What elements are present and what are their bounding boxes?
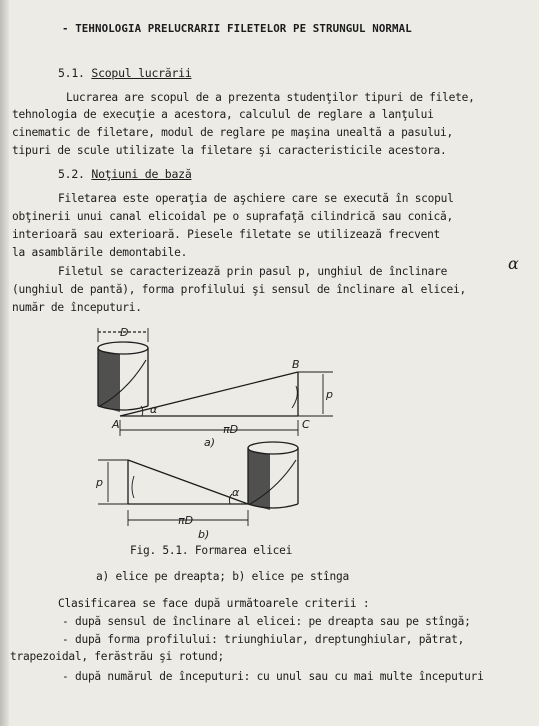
list-item: - după sensul de înclinare al elicei: pe dreapta sau pe stîngă; [62,615,471,628]
paragraph-line: Clasificarea se face după următoarele criterii : [58,597,370,610]
label-C: C [302,418,310,431]
helix-formation-figure [58,320,418,550]
page-title: - TEHNOLOGIA PRELUCRARII FILETELOR PE STRUNGUL NORMAL [62,22,412,35]
page-edge-shadow [0,0,9,726]
triangle-hypotenuse [120,372,298,416]
paragraph-line: număr de începuturi. [12,301,142,314]
paragraph-line: la asamblările demontabile. [12,246,188,259]
label-alpha: α [232,486,240,499]
rotation-arrow [132,476,134,498]
paragraph-line: Lucrarea are scopul de a prezenta studenţilor tipuri de filete, [66,91,475,104]
label-piD: πD [178,514,194,527]
list-item: trapezoidal, ferăstrău şi rotund; [10,650,225,663]
list-item: - după numărul de începuturi: cu unul sau cu mai multe începuturi [62,670,484,683]
label-alpha: α [150,403,158,416]
label-B: B [292,358,300,371]
figure-caption: Fig. 5.1. Formarea elicei [130,544,293,557]
cylinder-shading [98,350,120,412]
section-title: Scopul lucrării [91,66,192,80]
paragraph-line: tehnologia de execuţie a acestora, calculul de reglare a lanţului [12,108,434,121]
label-D: D [120,326,129,339]
paragraph-line: Filetarea este operaţia de aşchiere care se execută în scopul [58,192,454,205]
paragraph-line: cinematic de filetare, modul de reglare pe maşina unealtă a pasului, [12,126,454,139]
section-heading-1 [58,66,192,80]
label-p: p [326,388,333,401]
paragraph-line: interioară sau exterioară. Piesele filetate se utilizează frecvent [12,228,441,241]
cylinder-shading [248,450,270,510]
label-b: b) [198,528,210,541]
figure-b [98,442,298,526]
paragraph-line: obţinerii unui canal elicoidal pe o suprafaţă cilindrică sau conică, [12,210,454,223]
label-A: A [112,418,120,431]
section-title: Noţiuni de bază [91,167,192,181]
label-p: p [96,476,103,489]
section-number: 5.2. [58,167,85,181]
section-number: 5.1. [58,66,85,80]
list-item: - după forma profilului: triunghiular, dreptunghiular, pătrat, [62,633,465,646]
paragraph-line: tipuri de scule utilizate la filetare şi caracteristicile acestora. [12,144,447,157]
label-piD: πD [223,423,239,436]
rotation-arrow [292,386,297,408]
figure-a [98,328,333,436]
paragraph-line: (unghiul de pantă), forma profilului şi sensul de înclinare al elicei, [12,283,466,296]
paragraph-line: Filetul se caracterizează prin pasul p, unghiul de înclinare [58,265,448,278]
figure-subcaption: a) elice pe dreapta; b) elice pe stînga [96,570,349,583]
section-heading-2 [58,167,192,181]
alpha-symbol: α [508,254,519,273]
label-a: a) [204,436,216,449]
